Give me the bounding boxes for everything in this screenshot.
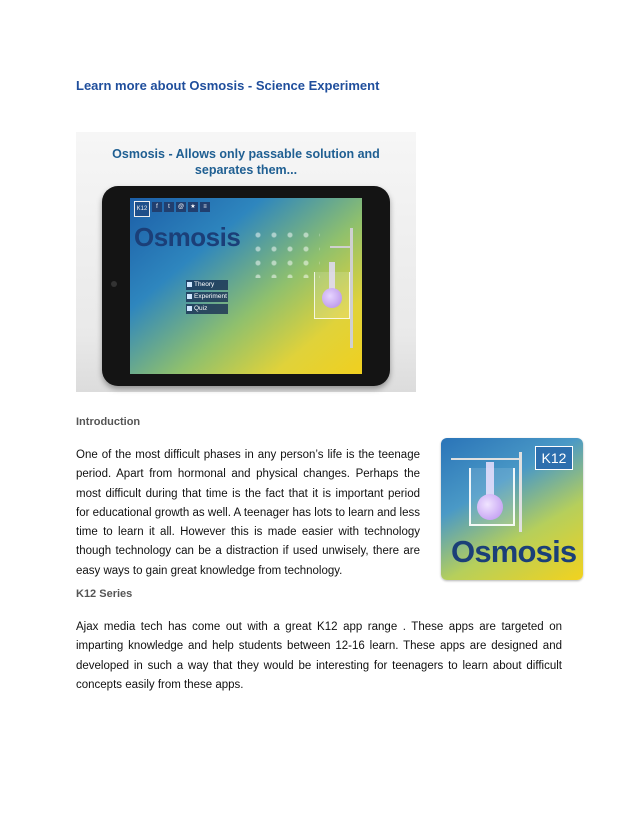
menu-item-experiment: Experiment (186, 292, 228, 302)
flask-icon (322, 288, 342, 308)
menu-item-theory: Theory (186, 280, 228, 290)
share-icon: ≡ (200, 202, 210, 212)
app-k12-logo: K12 (535, 446, 573, 470)
intro-heading: Introduction (76, 416, 141, 428)
page-title: Learn more about Osmosis - Science Experiment (76, 78, 380, 93)
hero-caption-line1: Osmosis - Allows only passable solution and (112, 147, 380, 161)
k12-paragraph: Ajax media tech has come out with a great K12 app range . These apps are targeted on imparting knowledge and help students between 12-16 learn. These apps are designed and developed in such a way that they would be interesting for teenagers to learn about difficult concepts easily from these apps. (76, 621, 562, 691)
screen-k12-logo: K12 (134, 201, 150, 217)
app-flask-icon (477, 494, 503, 520)
at-icon: @ (177, 204, 185, 210)
flask-neck (329, 262, 335, 290)
menu-item-quiz: Quiz (186, 304, 228, 314)
tablet-frame (102, 186, 390, 386)
star-icon: ★ (188, 202, 198, 212)
app-flask-neck (486, 462, 494, 496)
hero-caption (76, 146, 416, 178)
app-stand (519, 452, 522, 532)
screen-menu (186, 280, 228, 316)
screen-title: Osmosis (134, 222, 241, 252)
app-stand-arm (451, 458, 521, 460)
tablet-screen (130, 198, 362, 374)
intro-paragraph: One of the most difficult phases in any person’s life is the teenage period. Apart from hormonal and physical changes. Perhaps the most difficult during that time is the fact that it is important period for educational growth as well. A teenager has lots to learn and less time to learn it all. However this is made easier with technology though technology can be a distraction if used unwisely, there are easy ways to gain great knowledge from technology. (76, 449, 420, 577)
hero-image (76, 132, 416, 392)
osmosis-app-icon (441, 438, 583, 580)
lab-stand-arm (330, 246, 352, 248)
molecule-pattern (250, 228, 320, 278)
twitter-icon: t (164, 202, 174, 212)
tablet-camera-icon (111, 281, 117, 287)
social-icons (152, 202, 210, 212)
facebook-icon: f (152, 202, 162, 212)
hero-caption-line2: separates them... (194, 163, 298, 177)
app-icon-title: Osmosis (451, 534, 577, 569)
k12-heading: K12 Series (76, 588, 133, 600)
